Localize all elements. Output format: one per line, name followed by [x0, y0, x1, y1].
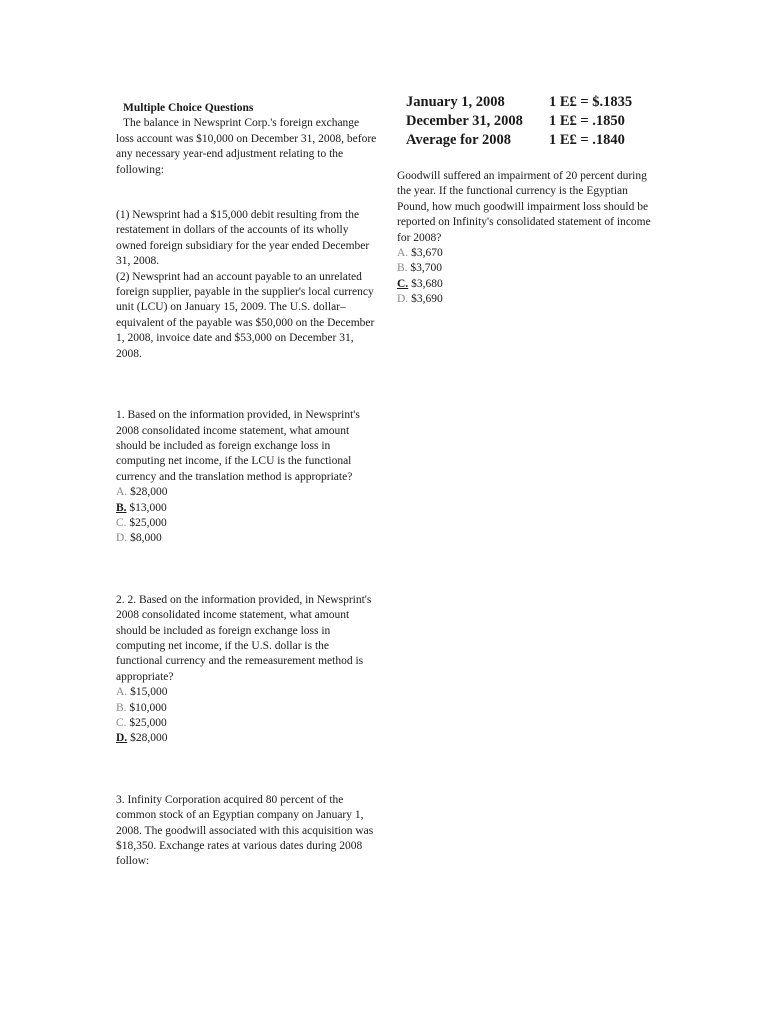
option-c-correct: C. $3,680: [397, 277, 443, 290]
option-b: B. $3,700: [397, 262, 443, 275]
question-2: [116, 593, 378, 747]
option-a: A. $15,000: [116, 686, 168, 699]
question-text: 1. Based on the information provided, in Newsprint's 2008 consolidated income statement, what amount should be included as foreign exchange loss in computing net income, if the LCU is the functional currency and the translation method is appropriate?: [116, 409, 360, 483]
question-3-continued: [397, 169, 659, 308]
intro-rest: exchange loss account was $10,000 on December 31, 2008, before any necessary year-end adjustment relating to the following:: [116, 117, 377, 176]
rate-row: [397, 93, 659, 112]
question-text: 2. 2. Based on the information provided, in Newsprint's 2008 consolidated income statement, what amount should be included as foreign exchange loss in computing net income, if the U.S. dollar is the functional currency and the remeasurement method is appropriate?: [116, 593, 372, 683]
option-c: C. $25,000: [116, 516, 167, 529]
option-a: A. $28,000: [116, 486, 168, 499]
intro-paragraph: [116, 116, 378, 178]
section-heading: Multiple Choice Questions: [123, 102, 254, 114]
rate-row: [397, 131, 659, 150]
question-text: Goodwill suffered an impairment of 20 percent during the year. If the functional currency is the Egyptian Pound, how much goodwill impairment loss should be reported on Infinity's consolidated statement of income for 2008?: [397, 170, 651, 244]
rate-date: December 31, 2008: [406, 113, 523, 129]
right-column: [397, 93, 659, 308]
option-d-correct: D. $28,000: [116, 732, 168, 745]
option-d: D. $3,690: [397, 293, 443, 306]
rate-row: [397, 112, 659, 131]
item-2: (2) Newsprint had an account payable to an unrelated foreign supplier, payable in the supplier's local currency unit (LCU) on January 15, 2009. The U.S. dollar–equivalent of the payable was $50,000 on the December 1, 2008, invoice date and $53,000 on December 31, 2008.: [116, 270, 375, 360]
rate-date: January 1, 2008: [406, 94, 505, 110]
question-text: 3. Infinity Corporation acquired 80 percent of the common stock of an Egyptian company on January 1, 2008. The goodwill associated with this acquisition was $18,350. Exchange rates at various dates during 2008 follow:: [116, 793, 374, 868]
option-b: B. $10,000: [116, 701, 167, 714]
option-b-correct: B. $13,000: [116, 501, 167, 514]
item-1: (1) Newsprint had a $15,000 debit resulting from the restatement in dollars of the accounts of its wholly owned foreign subsidiary for the year ended December 31, 2008.: [116, 209, 370, 268]
intro-first-line: The balance in Newsprint Corp.'s foreign: [123, 117, 313, 130]
rate-value: 1 E£ = .1850: [549, 113, 625, 129]
option-c: C. $25,000: [116, 717, 167, 729]
option-a: A. $3,670: [397, 247, 443, 260]
question-3: [116, 793, 378, 870]
left-column: [116, 101, 378, 870]
rate-date: Average for 2008: [406, 132, 511, 148]
exchange-rate-table: [397, 93, 659, 150]
rate-value: 1 E£ = $.1835: [549, 94, 633, 110]
question-1: [116, 408, 378, 547]
rate-value: 1 E£ = .1840: [549, 132, 625, 148]
option-d: D. $8,000: [116, 532, 162, 545]
